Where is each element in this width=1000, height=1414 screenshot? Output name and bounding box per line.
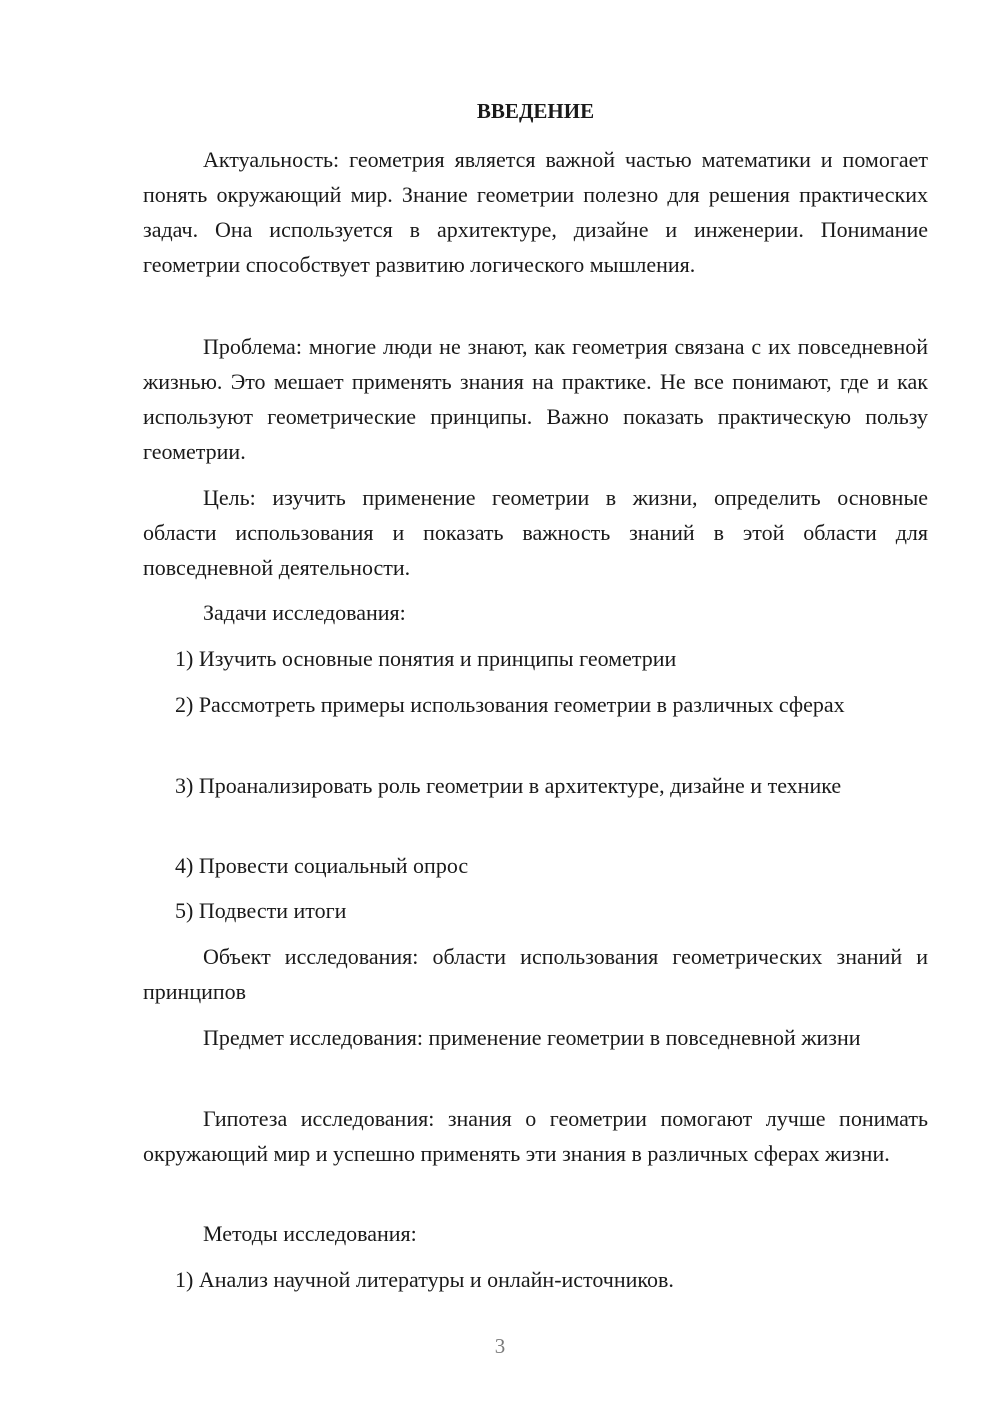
list-item: 1) Изучить основные понятия и принципы геометрии bbox=[175, 646, 677, 671]
section-heading: ВВЕДЕНИЕ bbox=[476, 99, 595, 123]
paragraph-object: Объект исследования: области использования геометрических знаний и принципов bbox=[143, 944, 928, 1004]
paragraph-hypothesis: Гипотеза исследования: знания о геометрии помогают лучше понимать окружающий мир и успешно применять эти знания в различных сферах жизни. bbox=[143, 1106, 928, 1166]
page-number: 3 bbox=[494, 1334, 506, 1358]
methods-heading: Методы исследования: bbox=[203, 1221, 417, 1246]
list-item: 4) Провести социальный опрос bbox=[175, 853, 469, 878]
paragraph-relevance: Актуальность: геометрия является важной частью математики и помогает понять окружающий мир. Знание геометрии полезно для решения практических задач. Она используется в архитектуре, дизайне и инженерии. Понимание геометрии способствует развитию логического мышления. bbox=[143, 147, 928, 277]
paragraph-problem: Проблема: многие люди не знают, как геометрия связана с их повседневной жизнью. Это мешает применять знания на практике. Не все понимают, где и как используют геометрические принципы. Важно показать практическую пользу геометрии. bbox=[143, 334, 928, 464]
paragraph-subject: Предмет исследования: применение геометрии в повседневной жизни bbox=[203, 1025, 861, 1050]
list-item: 5) Подвести итоги bbox=[175, 898, 347, 923]
list-item: 1) Анализ научной литературы и онлайн-источников. bbox=[175, 1267, 674, 1292]
paragraph-goal: Цель: изучить применение геометрии в жизни, определить основные области использования и показать важность знаний в этой области для повседневной деятельности. bbox=[143, 485, 928, 580]
list-item: 2) Рассмотреть примеры использования геометрии в различных сферах bbox=[175, 692, 845, 717]
list-item: 3) Проанализировать роль геометрии в архитектуре, дизайне и технике bbox=[175, 773, 842, 798]
tasks-heading: Задачи исследования: bbox=[203, 600, 406, 625]
